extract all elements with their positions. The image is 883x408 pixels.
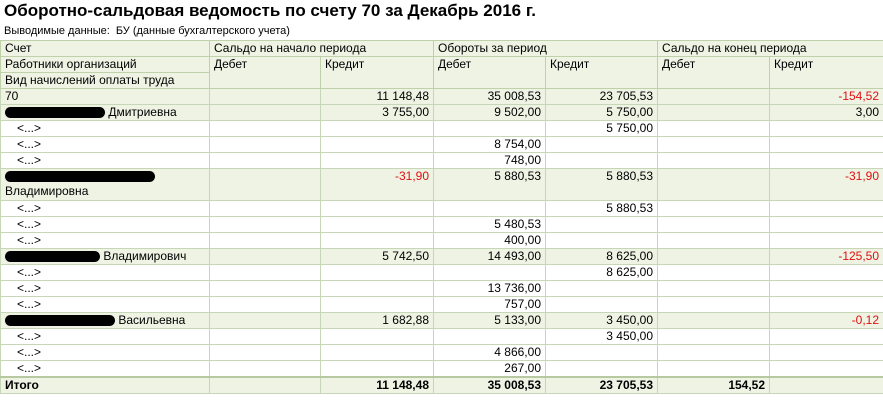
accrual-ob-credit: [321, 297, 434, 313]
header-row-1: [1, 41, 883, 57]
total-t-credit: 23 705,53: [546, 377, 658, 394]
employee-cb-credit: 3,00: [770, 105, 883, 121]
accrual-label: <...>: [1, 361, 210, 378]
accrual-t-debit: 757,00: [434, 297, 546, 313]
header-open-balance: Сальдо на начало периода: [210, 41, 434, 57]
accrual-cb-credit: [770, 329, 883, 345]
employee-cb-credit: -125,50: [770, 249, 883, 265]
accrual-t-debit: 5 480,53: [434, 217, 546, 233]
employee-t-debit: 9 502,00: [434, 105, 546, 121]
header-employees: Работники организаций: [1, 57, 210, 73]
employee-ob-credit: 1 682,88: [321, 313, 434, 329]
accrual-ob-debit: [210, 217, 321, 233]
accrual-t-debit: 748,00: [434, 153, 546, 169]
accrual-label: <...>: [1, 265, 210, 281]
redaction: [5, 315, 115, 326]
accrual-ob-credit: [321, 265, 434, 281]
accrual-t-debit: 267,00: [434, 361, 546, 378]
accrual-row[interactable]: [1, 297, 883, 313]
accrual-cb-debit: [658, 297, 770, 313]
employee-cb-debit: [658, 249, 770, 265]
accrual-ob-debit: [210, 329, 321, 345]
accrual-cb-debit: [658, 233, 770, 249]
accrual-ob-credit: [321, 361, 434, 378]
accrual-row[interactable]: [1, 121, 883, 137]
header-row-2: [1, 57, 883, 73]
subtitle-value: БУ (данные бухгалтерского учета): [115, 25, 290, 37]
accrual-cb-debit: [658, 121, 770, 137]
employee-ob-credit: 5 742,50: [321, 249, 434, 265]
accrual-cb-credit: [770, 345, 883, 361]
employee-t-credit: 5 750,00: [546, 105, 658, 121]
total-cb-debit: 154,52: [658, 377, 770, 394]
accrual-row[interactable]: [1, 361, 883, 378]
turnover-balance-table: [0, 40, 883, 394]
accrual-t-debit: [434, 265, 546, 281]
accrual-ob-credit: [321, 345, 434, 361]
employee-t-debit: 5 133,00: [434, 313, 546, 329]
accrual-label: <...>: [1, 121, 210, 137]
accrual-t-debit: 13 736,00: [434, 281, 546, 297]
header-turnover: Обороты за период: [434, 41, 658, 57]
accrual-ob-credit: [321, 153, 434, 169]
header-cb-credit: Кредит: [770, 57, 883, 89]
accrual-ob-credit: [321, 201, 434, 217]
accrual-t-debit: 400,00: [434, 233, 546, 249]
accrual-cb-debit: [658, 137, 770, 153]
accrual-row[interactable]: [1, 233, 883, 249]
accrual-label: <...>: [1, 345, 210, 361]
accrual-ob-credit: [321, 329, 434, 345]
total-t-debit: 35 008,53: [434, 377, 546, 394]
accrual-ob-debit: [210, 233, 321, 249]
account-ob-credit: 11 148,48: [321, 89, 434, 105]
accrual-t-credit: 8 625,00: [546, 265, 658, 281]
redaction: [5, 251, 100, 262]
employee-cb-debit: [658, 169, 770, 201]
header-ob-debit: Дебет: [210, 57, 321, 89]
accrual-ob-debit: [210, 281, 321, 297]
employee-cb-credit: -0,12: [770, 313, 883, 329]
accrual-t-credit: [546, 281, 658, 297]
employee-name: Владимировна: [1, 169, 210, 201]
account-name: 70: [1, 89, 210, 105]
accrual-t-credit: 5 880,53: [546, 201, 658, 217]
accrual-cb-credit: [770, 121, 883, 137]
employee-ob-credit: -31,90: [321, 169, 434, 201]
header-accrual-type: Вид начислений оплаты труда: [1, 73, 210, 89]
employee-row[interactable]: [1, 249, 883, 265]
accrual-row[interactable]: [1, 345, 883, 361]
accrual-label: <...>: [1, 281, 210, 297]
accrual-cb-credit: [770, 217, 883, 233]
total-ob-debit: [210, 377, 321, 394]
accrual-cb-credit: [770, 361, 883, 378]
report-subtitle: [4, 25, 290, 37]
accrual-t-credit: [546, 233, 658, 249]
employee-t-debit: 5 880,53: [434, 169, 546, 201]
account-cb-credit: -154,52: [770, 89, 883, 105]
accrual-ob-credit: [321, 217, 434, 233]
accrual-t-credit: [546, 361, 658, 378]
subtitle-label: Выводимые данные:: [4, 25, 110, 37]
account-t-debit: 35 008,53: [434, 89, 546, 105]
employee-row[interactable]: [1, 169, 883, 201]
accrual-row[interactable]: [1, 137, 883, 153]
employee-t-credit: 8 625,00: [546, 249, 658, 265]
accrual-cb-debit: [658, 329, 770, 345]
employee-t-credit: 5 880,53: [546, 169, 658, 201]
accrual-label: <...>: [1, 233, 210, 249]
accrual-label: <...>: [1, 153, 210, 169]
accrual-row[interactable]: [1, 281, 883, 297]
accrual-label: <...>: [1, 329, 210, 345]
employee-t-debit: 14 493,00: [434, 249, 546, 265]
accrual-label: <...>: [1, 297, 210, 313]
accrual-row[interactable]: [1, 265, 883, 281]
employee-ob-credit: 3 755,00: [321, 105, 434, 121]
employee-ob-debit: [210, 105, 321, 121]
employee-ob-debit: [210, 169, 321, 201]
accrual-t-credit: [546, 137, 658, 153]
employee-cb-debit: [658, 313, 770, 329]
accrual-row[interactable]: [1, 217, 883, 233]
accrual-t-debit: [434, 121, 546, 137]
account-t-credit: 23 705,53: [546, 89, 658, 105]
accrual-ob-credit: [321, 233, 434, 249]
accrual-cb-debit: [658, 217, 770, 233]
accrual-t-credit: [546, 217, 658, 233]
accrual-cb-debit: [658, 265, 770, 281]
accrual-t-credit: [546, 297, 658, 313]
accrual-t-debit: [434, 201, 546, 217]
accrual-cb-debit: [658, 201, 770, 217]
accrual-cb-credit: [770, 281, 883, 297]
accrual-cb-debit: [658, 361, 770, 378]
accrual-row[interactable]: [1, 201, 883, 217]
accrual-cb-credit: [770, 153, 883, 169]
accrual-ob-debit: [210, 153, 321, 169]
accrual-label: <...>: [1, 201, 210, 217]
accrual-cb-credit: [770, 265, 883, 281]
accrual-t-debit: 8 754,00: [434, 137, 546, 153]
accrual-cb-credit: [770, 233, 883, 249]
account-row[interactable]: [1, 89, 883, 105]
accrual-label: <...>: [1, 137, 210, 153]
header-close-balance: Сальдо на конец периода: [658, 41, 883, 57]
employee-ob-debit: [210, 313, 321, 329]
account-cb-debit: [658, 89, 770, 105]
employee-row[interactable]: [1, 105, 883, 121]
redaction: [5, 171, 155, 182]
accrual-label: <...>: [1, 217, 210, 233]
accrual-ob-debit: [210, 297, 321, 313]
accrual-ob-debit: [210, 345, 321, 361]
accrual-cb-credit: [770, 137, 883, 153]
employee-name: Дмитриевна: [1, 105, 210, 121]
accrual-ob-debit: [210, 121, 321, 137]
report-title: Оборотно-сальдовая ведомость по счету 70 за Декабрь 2016 г.: [4, 1, 536, 20]
accrual-ob-credit: [321, 121, 434, 137]
accrual-ob-debit: [210, 265, 321, 281]
accrual-cb-credit: [770, 201, 883, 217]
header-t-credit: Кредит: [546, 57, 658, 89]
accrual-ob-debit: [210, 361, 321, 378]
accrual-t-debit: 4 866,00: [434, 345, 546, 361]
header-t-debit: Дебет: [434, 57, 546, 89]
employee-name: Владимирович: [1, 249, 210, 265]
accrual-t-credit: 5 750,00: [546, 121, 658, 137]
total-cb-credit: [770, 377, 883, 394]
employee-ob-debit: [210, 249, 321, 265]
header-account: Счет: [1, 41, 210, 57]
employee-t-credit: 3 450,00: [546, 313, 658, 329]
employee-row[interactable]: [1, 313, 883, 329]
total-row: [1, 377, 883, 394]
accrual-ob-debit: [210, 137, 321, 153]
employee-cb-credit: -31,90: [770, 169, 883, 201]
accrual-cb-debit: [658, 281, 770, 297]
accrual-cb-credit: [770, 297, 883, 313]
accrual-row[interactable]: [1, 153, 883, 169]
account-ob-debit: [210, 89, 321, 105]
employee-cb-debit: [658, 105, 770, 121]
accrual-ob-credit: [321, 137, 434, 153]
header-cb-debit: Дебет: [658, 57, 770, 89]
accrual-cb-debit: [658, 345, 770, 361]
accrual-t-credit: [546, 345, 658, 361]
header-ob-credit: Кредит: [321, 57, 434, 89]
accrual-ob-debit: [210, 201, 321, 217]
accrual-t-credit: 3 450,00: [546, 329, 658, 345]
accrual-cb-debit: [658, 153, 770, 169]
redaction: [5, 107, 105, 118]
accrual-ob-credit: [321, 281, 434, 297]
employee-name: Васильевна: [1, 313, 210, 329]
total-label: Итого: [1, 377, 210, 394]
accrual-t-credit: [546, 153, 658, 169]
accrual-t-debit: [434, 329, 546, 345]
accrual-row[interactable]: [1, 329, 883, 345]
total-ob-credit: 11 148,48: [321, 377, 434, 394]
